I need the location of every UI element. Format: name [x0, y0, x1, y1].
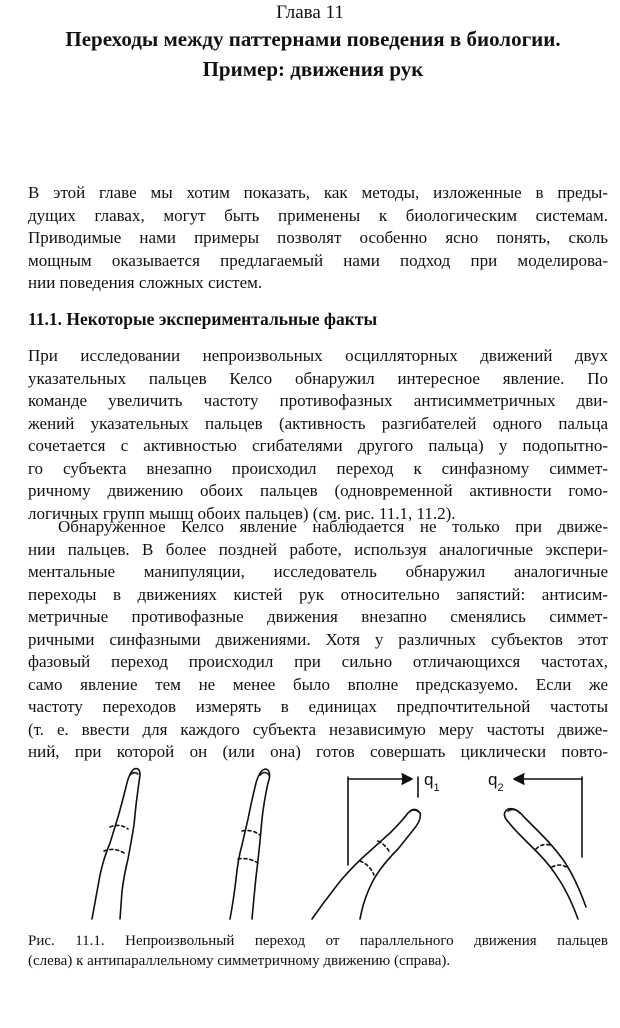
text-line: мощным оказывается предлагаемый нами подход при моделирова-	[28, 250, 608, 270]
text-line: фазовый переход происходил при сильно отличающихся частотах,	[28, 652, 608, 671]
caption-line: Рис. 11.1. Непроизвольный переход от параллельного движения пальцев	[28, 933, 608, 949]
chapter-title-line: Переходы между паттернами поведения в биологии.	[65, 27, 561, 51]
text-line: само явление тем не менее было вполне предсказуемо. Если же	[28, 674, 608, 694]
text-line: указательных пальцев Келсо обнаружил интересное явление. По	[28, 368, 608, 388]
chapter-title-line: Пример: движения рук	[202, 57, 424, 81]
text-line: ний, при которой он (или она) готов совершать циклически повто-	[28, 742, 608, 761]
text-line: го субъекта внезапно происходил переход к синфазному симмет-	[28, 458, 608, 478]
text-line: жений указательных пальцев (активность разгибателей одного пальца	[28, 413, 608, 433]
text-line: (т. е. ввести для каждого субъекта независимую меру частоты движе-	[28, 719, 608, 739]
finger-movement-figure	[30, 757, 600, 927]
chapter-title	[18, 24, 608, 84]
chapter-number: Глава 11	[276, 2, 344, 23]
text-line: переходы в движениях кистей рук относительно запястий: антисим-	[28, 584, 608, 604]
text-line: логичных групп мышц обоих пальцев) (см. рис. 11.1, 11.2).	[28, 503, 456, 523]
intro-paragraph	[28, 182, 608, 295]
text-line: частоту переходов измерять в единицах предпочтительной частоты	[28, 697, 608, 716]
text-line: дущих главах, могут быть применены к биологическим системам.	[28, 205, 608, 225]
finger-drawing-4	[504, 774, 586, 919]
text-line: нии поведения сложных систем.	[28, 273, 263, 292]
text-line: Приводимые нами примеры позволят особенно ясно понять, сколь	[28, 228, 608, 247]
finger-drawing-2	[230, 769, 270, 919]
text-line: При исследовании непроизвольных осцилляторных движений двух	[28, 346, 608, 365]
text-line: ричному движению обоих пальцев (одновременной активности гомо-	[28, 481, 608, 500]
text-line: метричные противофазные движения внезапно сменялись симмет-	[28, 607, 608, 626]
figure-caption	[28, 931, 608, 971]
text-line: команде увеличить частоту противофазных антисимметричных дви-	[28, 391, 608, 410]
body-paragraph-2	[28, 516, 608, 764]
finger-drawing-1	[92, 769, 140, 919]
body-paragraph-1	[28, 345, 608, 525]
text-line: ричными синфазными движениями. Хотя у различных субъектов этот	[28, 629, 608, 649]
text-line: сочетается с активностью сгибателями другого пальца) у подопытно-	[28, 436, 608, 455]
q2-label: $q_2$	[488, 770, 504, 794]
text-line: ментальные манипуляции, исследователь обнаружил аналогичные	[28, 562, 608, 581]
q1-label: $q_1$	[424, 770, 440, 794]
text-line: нии пальцев. В более поздней работе, используя аналогичные экспери-	[28, 539, 608, 559]
finger-drawing-3	[312, 774, 420, 919]
section-heading: 11.1. Некоторые экспериментальные факты	[28, 309, 378, 329]
caption-line: (слева) к антипараллельному симметричному движению (справа).	[28, 953, 451, 969]
text-line: В этой главе мы хотим показать, как методы, изложенные в преды-	[28, 183, 608, 202]
text-line: Обнаруженное Келсо явление наблюдается не только при движе-	[58, 517, 608, 536]
